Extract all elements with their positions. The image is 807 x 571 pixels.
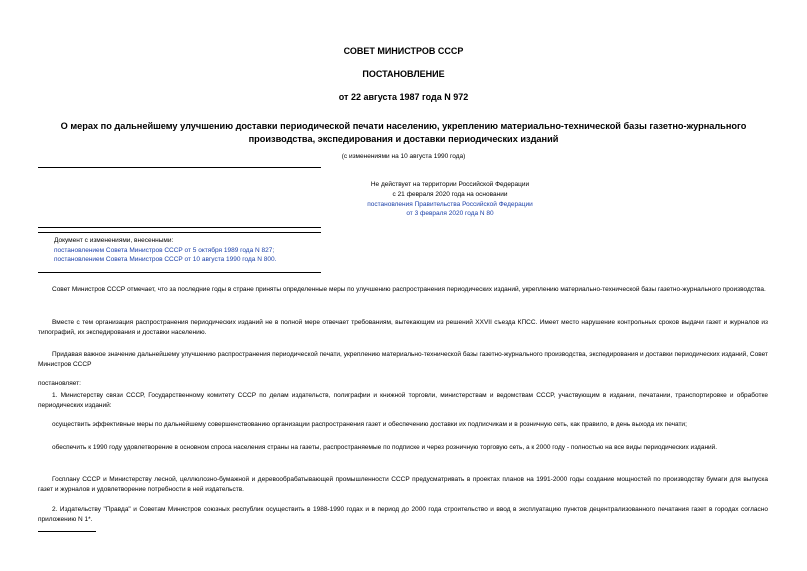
paragraph: Придавая важное значение дальнейшему улучшению распространения периодической печати, укреплению материально-технической базы газетно-журнального производства, экспедирования и доставки периодических изданий, Совет Министров СССР [38,351,768,368]
paragraph: Совет Министров СССР отмечает, что за последние годы в стране приняты определенные меры по улучшению распространения периодических изданий, укреплению материально-технической базы газетно-журнального производства. [52,286,766,293]
status-line-1: Не действует на территории Российской Федерации [370,181,530,188]
status-link-1[interactable]: постановления Правительства Российской Федерации [367,200,533,208]
paragraph: 1. Министерству связи СССР, Государственному комитету СССР по делам издательств, полиграфии и книжной торговли, министерствам и ведомствам СССР, участвующим в издании, печатании, транспортировке и обработке периодических изданий: [38,392,768,409]
doc-type-heading: ПОСТАНОВЛЕНИЕ [362,69,445,79]
change-link-1[interactable]: постановлением Совета Министров СССР от 5 октября 1989 года N 827; [54,246,275,254]
paragraph: постановляет: [38,380,81,387]
document-title: О мерах по дальнейшему улучшению доставки периодической печати населению, укреплению материально-технической базы газетно-журнального производства, экспедирования и доставки периодических изданий [60,121,747,144]
changes-heading: Документ с изменениями, внесенными: [54,237,174,244]
paragraph: осуществить эффективные меры по дальнейшему совершенствованию организации распространения газет и обеспечению доставки их подписчикам и в розничную сеть, как правило, в день выхода их печати; [52,421,687,428]
status-block [250,180,650,219]
divider [38,232,321,233]
footnote-divider [38,531,96,532]
paragraph: Вместе с тем организация распространения периодических изданий не в полной мере отвечает требованиям, вытекающим из решений XXVII съезда КПСС. Имеет место нарушение контрольных сроков выдачи газет и журналов из типографий, их экспедирования и доставки населению. [38,319,768,336]
status-line-2: с 21 февраля 2020 года на основании [392,190,508,198]
date-number-heading: от 22 августа 1987 года N 972 [338,92,469,102]
status-link-2[interactable]: от 3 февраля 2020 года N 80 [406,210,494,218]
change-link-2[interactable]: постановлением Совета Министров СССР от 10 августа 1990 года N 800. [54,256,277,264]
divider [38,272,321,273]
paragraph: 2. Издательству "Правда" и Советам Министров союзных республик осуществить в 1988-1990 годах и в период до 2000 года строительство и ввод в эксплуатацию пунктов децентрализованного печатания газет в городах согласно приложению N 1*. [38,506,768,523]
paragraph: Госплану СССР и Министерству лесной, целлюлозно-бумажной и деревообрабатывающей промышленности СССР предусматривать в проектах планов на 1991-2000 годы создание мощностей по производству бумаги для выпуска газет и журналов и удовлетворение потребности в ней издательств. [38,476,768,493]
paragraph: обеспечить к 1990 году удовлетворение в основном спроса населения страны на газеты, распространяемые по подписке и через розничную торговую сеть, а к 2000 году - полностью на все виды периодических изданий. [52,444,718,451]
divider [38,227,321,228]
divider [38,167,321,168]
changes-block [54,236,334,265]
amendment-note: (с изменениями на 10 августа 1990 года) [341,153,466,160]
authority-heading: СОВЕТ МИНИСТРОВ СССР [343,46,464,56]
